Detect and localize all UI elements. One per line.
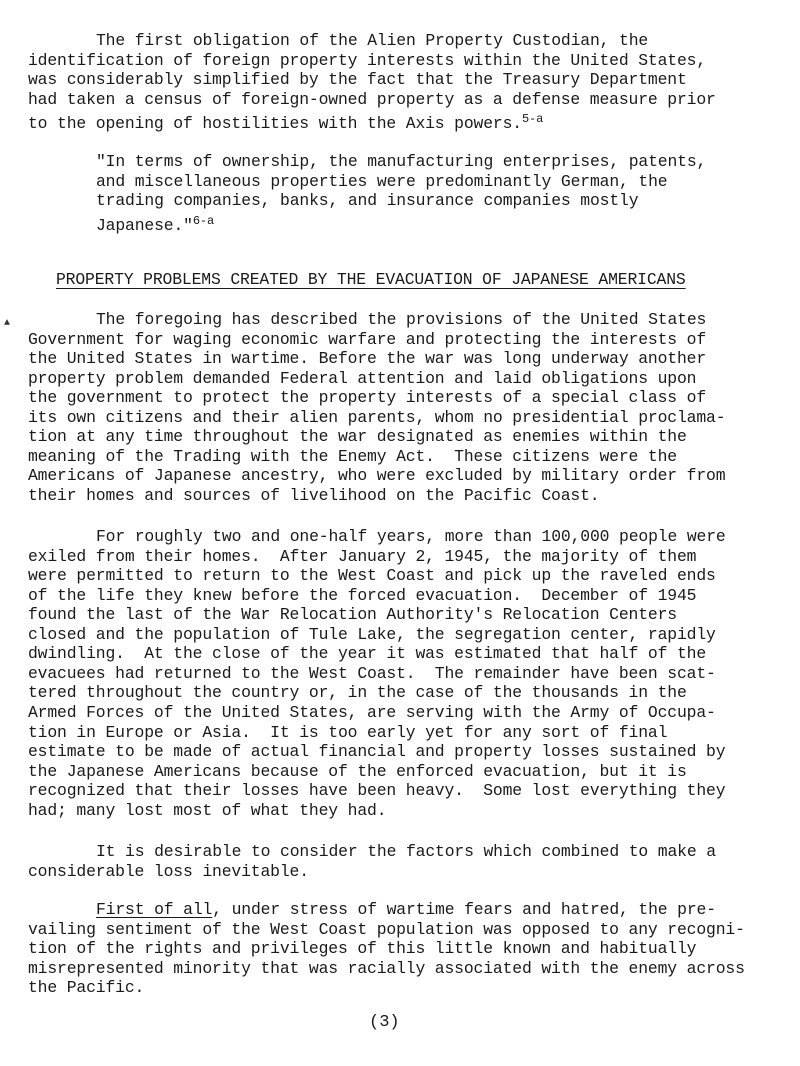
text-line: First of all, under stress of wartime fears and hatred, the pre- (96, 900, 716, 919)
text-line: had taken a census of foreign-owned property as a defense measure prior (28, 89, 716, 109)
text-line: The foregoing has described the provisions of the United States (96, 310, 707, 329)
text-line: Armed Forces of the United States, are serving with the Army of Occupa- (28, 702, 716, 722)
margin-mark: ▲ (4, 318, 11, 329)
text-line: exiled from their homes. After January 2, 1945, the majority of them (28, 546, 697, 566)
text-line: considerable loss inevitable. (28, 861, 309, 881)
text-line: identification of foreign property interests within the United States, (28, 50, 707, 70)
text-line: were permitted to return to the West Coast and pick up the raveled ends (28, 566, 716, 586)
text-line: Government for waging economic warfare and protecting the interests of (28, 329, 707, 349)
footnote-marker: 6-a (192, 213, 215, 228)
text-line: the Japanese Americans because of the enforced evacuation, but it is (28, 761, 687, 781)
text-line: had; many lost most of what they had. (28, 800, 387, 820)
text-line: meaning of the Trading with the Enemy Act. These citizens were the (28, 446, 677, 466)
text-line: recognized that their losses have been heavy. Some lost everything they (28, 781, 726, 801)
text-line: misrepresented minority that was racially associated with the enemy across (28, 958, 745, 978)
text-line: Japanese."$^{6-a}$ (96, 213, 215, 235)
text-line: property problem demanded Federal attention and laid obligations upon (28, 368, 697, 388)
text-line: tion at any time throughout the war designated as enemies within the (28, 427, 687, 447)
heading-text: PROPERTY PROBLEMS CREATED BY THE EVACUATION OF JAPANESE AMERICANS (56, 270, 686, 289)
footnote-marker: 5-a (522, 112, 544, 127)
text-line: to the opening of hostilities with the Axis powers.$^{5-a}$ (28, 112, 544, 134)
text-line: It is desirable to consider the factors which combined to make a (96, 842, 716, 861)
text-line: tion in Europe or Asia. It is too early yet for any sort of final (28, 722, 668, 742)
text-line: closed and the population of Tule Lake, the segregation center, rapidly (28, 624, 716, 644)
text-line: estimate to be made of actual financial and property losses sustained by (28, 742, 726, 762)
text-line: evacuees had returned to the West Coast. The remainder have been scat- (28, 663, 716, 683)
text-line: of the life they knew before the forced evacuation. December of 1945 (28, 585, 697, 605)
text-line: their homes and sources of livelihood on the Pacific Coast. (28, 485, 600, 505)
text-line: Americans of Japanese ancestry, who were excluded by military order from (28, 466, 726, 486)
text-line: For roughly two and one-half years, more than 100,000 people were (96, 527, 726, 546)
text-line: and miscellaneous properties were predominantly German, the (96, 171, 668, 191)
text-line: the United States in wartime. Before the war was long underway another (28, 349, 707, 369)
text-line: dwindling. At the close of the year it was estimated that half of the (28, 644, 707, 664)
text-line: tered throughout the country or, in the case of the thousands in the (28, 683, 687, 703)
text-line: found the last of the War Relocation Authority's Relocation Centers (28, 605, 677, 625)
page-number: (3) (369, 1013, 400, 1032)
text-line: The first obligation of the Alien Property Custodian, the (96, 31, 649, 50)
text-line: its own citizens and their alien parents, whom no presidential proclama- (28, 407, 726, 427)
text-line: tion of the rights and privileges of this little known and habitually (28, 939, 697, 959)
text-line: "In terms of ownership, the manufacturing enterprises, patents, (96, 152, 707, 171)
text-line: vailing sentiment of the West Coast population was opposed to any recogni- (28, 919, 745, 939)
text-line: the government to protect the property interests of a special class of (28, 388, 707, 408)
text-line: the Pacific. (28, 978, 145, 998)
text-line: trading companies, banks, and insurance companies mostly (96, 191, 639, 211)
text-line: was considerably simplified by the fact that the Treasury Department (28, 70, 687, 90)
